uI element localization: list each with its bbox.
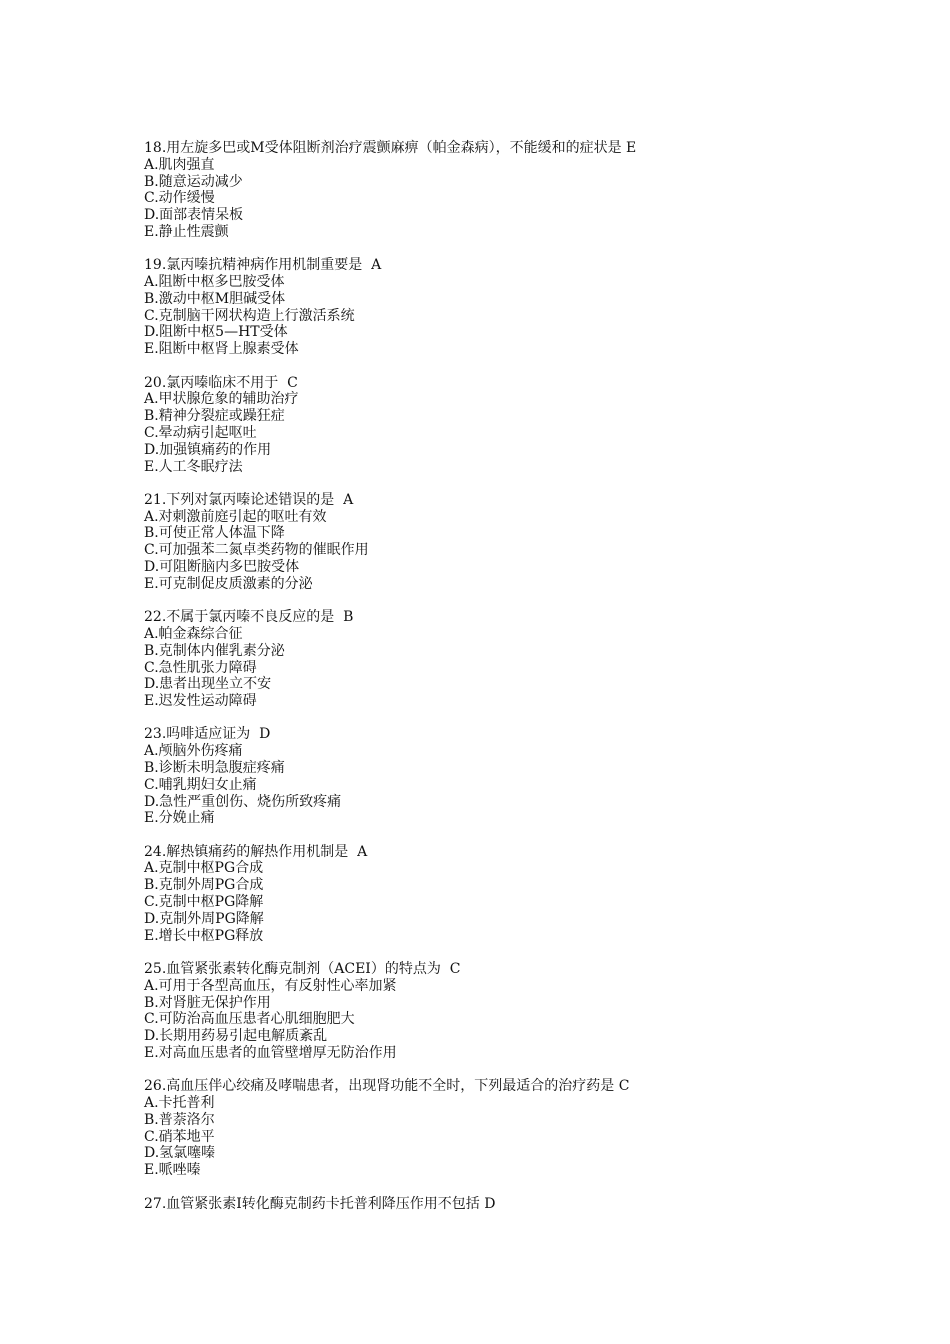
option-e: E.静止性震颤 [144,223,229,240]
option-d: D.长期用药易引起电解质紊乱 [144,1028,328,1045]
option-e: E.增长中枢PG释放 [144,927,264,944]
question-26 [144,1078,824,1179]
option-a: A.颅脑外伤疼痛 [144,743,243,760]
option-b: B.随意运动减少 [144,173,243,190]
option-c: C.克制中枢PG降解 [144,894,264,911]
option-b: B.诊断未明急腹症疼痛 [144,760,285,776]
option-c: C.克制脑干网状构造上行激活系统 [144,307,355,324]
option-e: E.对高血压患者的血管壁增厚无防治作用 [144,1044,397,1061]
option-c: C.可防治高血压患者心肌细胞肥大 [144,1011,355,1028]
option-c: C.可加强苯二氮卓类药物的催眠作用 [144,542,369,559]
question-stem: 19.氯丙嗪抗精神病作用机制重要是 A [144,257,382,274]
option-b: B.克制体内催乳素分泌 [144,642,285,659]
option-b: B.克制外周PG合成 [144,877,264,894]
question-24 [144,844,824,945]
option-d: D.阻断中枢5—HT受体 [144,324,288,341]
option-a: A.对刺激前庭引起的呕吐有效 [144,508,327,525]
option-e: E.阻断中枢肾上腺素受体 [144,341,299,358]
question-25 [144,961,824,1062]
option-d: D.面部表情呆板 [144,207,244,224]
question-19 [144,257,824,358]
question-stem: 24.解热镇痛药的解热作用机制是 A [144,843,368,860]
document-page [144,140,824,1229]
option-e: E.可克制促皮质激素的分泌 [144,575,313,592]
question-27 [144,1196,824,1213]
option-c: C.晕动病引起呕吐 [144,424,257,441]
option-b: B.精神分裂症或躁狂症 [144,408,285,425]
question-stem: 18.用左旋多巴或M受体阻断剂治疗震颤麻痹（帕金森病），不能缓和的症状是 E [144,140,637,156]
option-a: A.阻断中枢多巴胺受体 [144,274,285,291]
option-d: D.加强镇痛药的作用 [144,441,272,458]
option-c: C.哺乳期妇女止痛 [144,776,257,793]
option-b: B.激动中枢M胆碱受体 [144,290,286,307]
question-18 [144,140,824,241]
option-e: E.人工冬眠疗法 [144,458,243,475]
option-a: A.帕金森综合征 [144,625,243,642]
option-c: C.急性肌张力障碍 [144,659,257,676]
option-c: C.硝苯地平 [144,1128,215,1145]
option-e: E.分娩止痛 [144,810,215,827]
question-stem: 26.高血压伴心绞痛及哮喘患者，出现肾功能不全时，下列最适合的治疗药是 C [144,1078,630,1095]
option-d: D.氢氯噻嗪 [144,1145,216,1162]
option-d: D.克制外周PG降解 [144,910,264,927]
question-stem: 21.下列对氯丙嗪论述错误的是 A [144,491,354,508]
option-d: D.急性严重创伤、烧伤所致疼痛 [144,793,342,810]
option-e: E.哌唑嗪 [144,1162,201,1179]
question-stem: 22.不属于氯丙嗪不良反应的是 B [144,609,354,626]
question-20 [144,375,824,476]
option-b: B.可使正常人体温下降 [144,525,285,542]
question-stem: 23.吗啡适应证为 D [144,726,271,743]
question-23 [144,726,824,827]
question-21 [144,492,824,593]
question-stem: 25.血管紧张素转化酶克制剂（ACEI）的特点为 C [144,960,461,977]
option-d: D.患者出现坐立不安 [144,676,272,693]
option-d: D.可阻断脑内多巴胺受体 [144,559,300,576]
question-stem: 27.血管紧张素I转化酶克制药卡托普利降压作用不包括 D [144,1195,496,1212]
option-b: B.普萘洛尔 [144,1111,215,1128]
option-a: A.肌肉强直 [144,156,215,173]
option-c: C.动作缓慢 [144,190,215,207]
option-a: A.可用于各型高血压，有反射性心率加紧 [144,977,397,994]
option-a: A.克制中枢PG合成 [144,860,264,877]
question-22 [144,609,824,710]
question-stem: 20.氯丙嗪临床不用于 C [144,374,298,391]
option-b: B.对肾脏无保护作用 [144,994,271,1011]
option-e: E.迟发性运动障碍 [144,693,257,710]
option-a: A.卡托普利 [144,1095,215,1112]
option-a: A.甲状腺危象的辅助治疗 [144,391,299,408]
